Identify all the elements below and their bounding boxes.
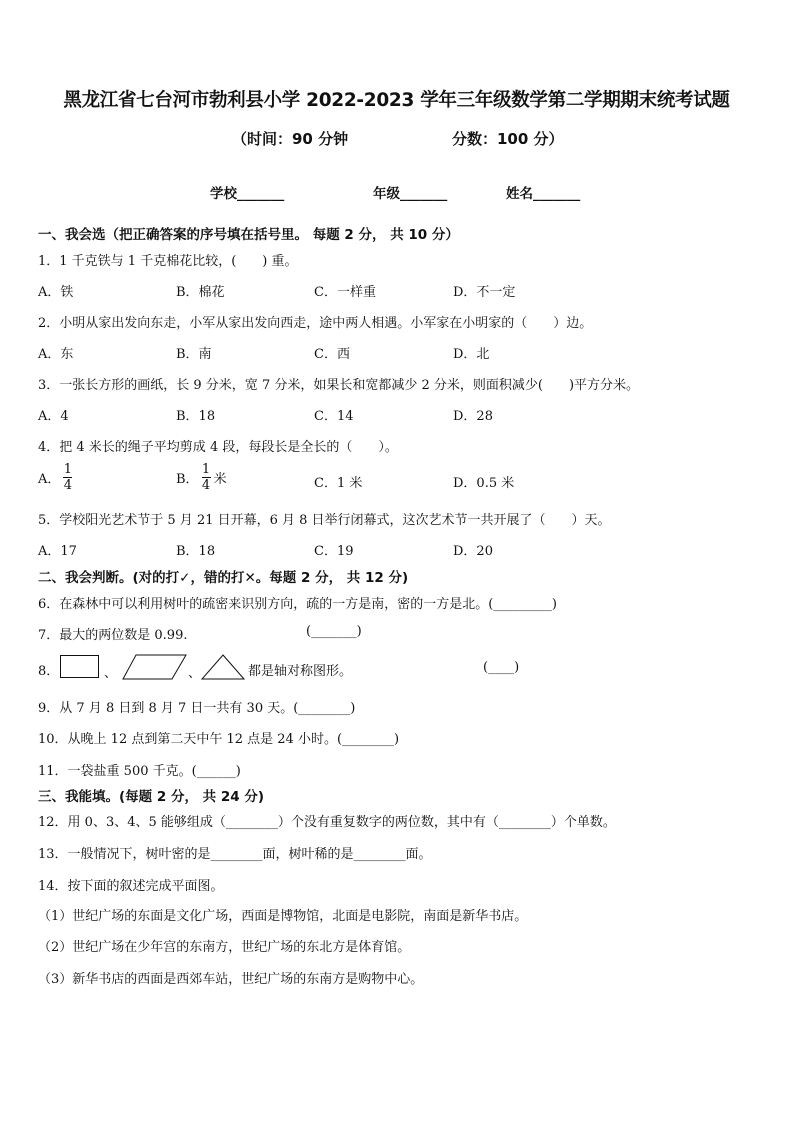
parallelogram-shape xyxy=(122,654,188,680)
exam-score: 分数：100 分） xyxy=(452,130,564,148)
grade-field: 年级_______ xyxy=(373,186,448,202)
question-13: 13．一般情况下，树叶密的是________面，树叶稀的是________面。 xyxy=(38,847,432,862)
question-3: 3．一张长方形的画纸，长 9 分米，宽 7 分米，如果长和宽都减少 2 分米，则面积减少( )平方分米。 xyxy=(38,378,640,393)
fraction-numerator: 1 xyxy=(201,462,211,477)
question-14: 14．按下面的叙述完成平面图。 xyxy=(38,879,224,894)
q4-option-b-label: B． xyxy=(176,472,199,487)
question-1: 1．1 千克铁与 1 千克棉花比较，( ) 重。 xyxy=(38,254,298,269)
q4-option-b-fraction xyxy=(202,462,211,493)
question-14-part-3: （3）新华书店的西面是西郊车站，世纪广场的东南方是购物中心。 xyxy=(38,972,424,987)
question-14-part-2: （2）世纪广场在少年宫的东南方，世纪广场的东北方是体育馆。 xyxy=(38,940,411,955)
q2-option-b: B．南 xyxy=(176,347,212,362)
question-5: 5．学校阳光艺术节于 5 月 21 日开幕，6 月 8 日举行闭幕式，这次艺术节一共开展了（ ）天。 xyxy=(38,513,611,528)
q4-option-a-label: A． xyxy=(38,472,61,487)
q3-option-a: A．4 xyxy=(38,409,69,424)
q1-option-c: C．一样重 xyxy=(314,285,376,300)
question-9: 9．从 7 月 8 日到 8 月 7 日一共有 30 天。(________) xyxy=(38,701,356,716)
name-field: 姓名_______ xyxy=(506,186,581,202)
q4-option-b xyxy=(176,462,227,493)
question-12: 12．用 0、3、4、5 能够组成（________）个没有重复数字的两位数，其中有（________）个单数。 xyxy=(38,815,616,830)
q5-option-a: A．17 xyxy=(38,544,77,559)
question-8-number: 8． xyxy=(38,664,60,679)
q4-option-a xyxy=(38,462,75,493)
question-2: 2．小明从家出发向东走，小军从家出发向西走，途中两人相遇。小军家在小明家的（ ）边。 xyxy=(38,316,593,331)
q1-option-b: B．棉花 xyxy=(176,285,225,300)
q3-option-b: B．18 xyxy=(176,409,216,424)
q4-option-d: D．0.5 米 xyxy=(453,476,515,491)
section-3-heading: 三、我能填。(每题 2 分， 共 24 分) xyxy=(38,789,265,805)
q5-option-b: B．18 xyxy=(176,544,216,559)
q7-answer-blank: (_______) xyxy=(306,624,362,639)
q5-option-d: D．20 xyxy=(453,544,493,559)
q4-option-c: C．1 米 xyxy=(314,476,363,491)
triangle-shape xyxy=(201,654,245,680)
question-6: 6．在森林中可以利用树叶的疏密来识别方向，疏的一方是南，密的一方是北。(_________) xyxy=(38,597,557,612)
q1-option-a: A．铁 xyxy=(38,285,74,300)
q2-option-c: C．西 xyxy=(314,347,350,362)
q4-option-a-fraction xyxy=(63,462,72,493)
fraction-numerator: 1 xyxy=(63,462,73,477)
q8-answer-blank: (____) xyxy=(483,660,520,675)
question-11: 11．一袋盐重 500 千克。(______) xyxy=(38,764,241,779)
q2-option-a: A．东 xyxy=(38,347,74,362)
rectangle-shape xyxy=(60,655,100,679)
question-7: 7．最大的两位数是 0.99. xyxy=(38,628,188,643)
q1-option-d: D．不一定 xyxy=(453,285,516,300)
section-1-heading: 一、我会选（把正确答案的序号填在括号里。 每题 2 分， 共 10 分） xyxy=(38,227,459,243)
q3-option-d: D．28 xyxy=(453,409,493,424)
q8-separator-2: 、 xyxy=(188,666,202,681)
question-10: 10．从晚上 12 点到第二天中午 12 点是 24 小时。(________) xyxy=(38,732,400,747)
page-title: 黑龙江省七台河市勃利县小学 2022-2023 学年三年级数学第二学期期末统考试题 xyxy=(63,90,730,111)
q4-option-b-unit: 米 xyxy=(213,472,227,487)
section-2-heading: 二、我会判断。(对的打✓，错的打✕。每题 2 分， 共 12 分) xyxy=(38,570,409,586)
q2-option-d: D．北 xyxy=(453,347,490,362)
fraction-denominator: 4 xyxy=(201,478,211,493)
question-4: 4．把 4 米长的绳子平均剪成 4 段，每段长是全长的（ ）。 xyxy=(38,440,398,455)
question-14-part-1: （1）世纪广场的东面是文化广场，西面是博物馆，北面是电影院，南面是新华书店。 xyxy=(38,909,528,924)
fraction-denominator: 4 xyxy=(63,478,73,493)
q3-option-c: C．14 xyxy=(314,409,354,424)
exam-time: （时间：90 分钟 xyxy=(232,130,349,148)
school-field: 学校_______ xyxy=(210,186,285,202)
q8-separator-1: 、 xyxy=(104,666,118,681)
q5-option-c: C．19 xyxy=(314,544,354,559)
q8-statement: 都是轴对称图形。 xyxy=(248,664,353,679)
